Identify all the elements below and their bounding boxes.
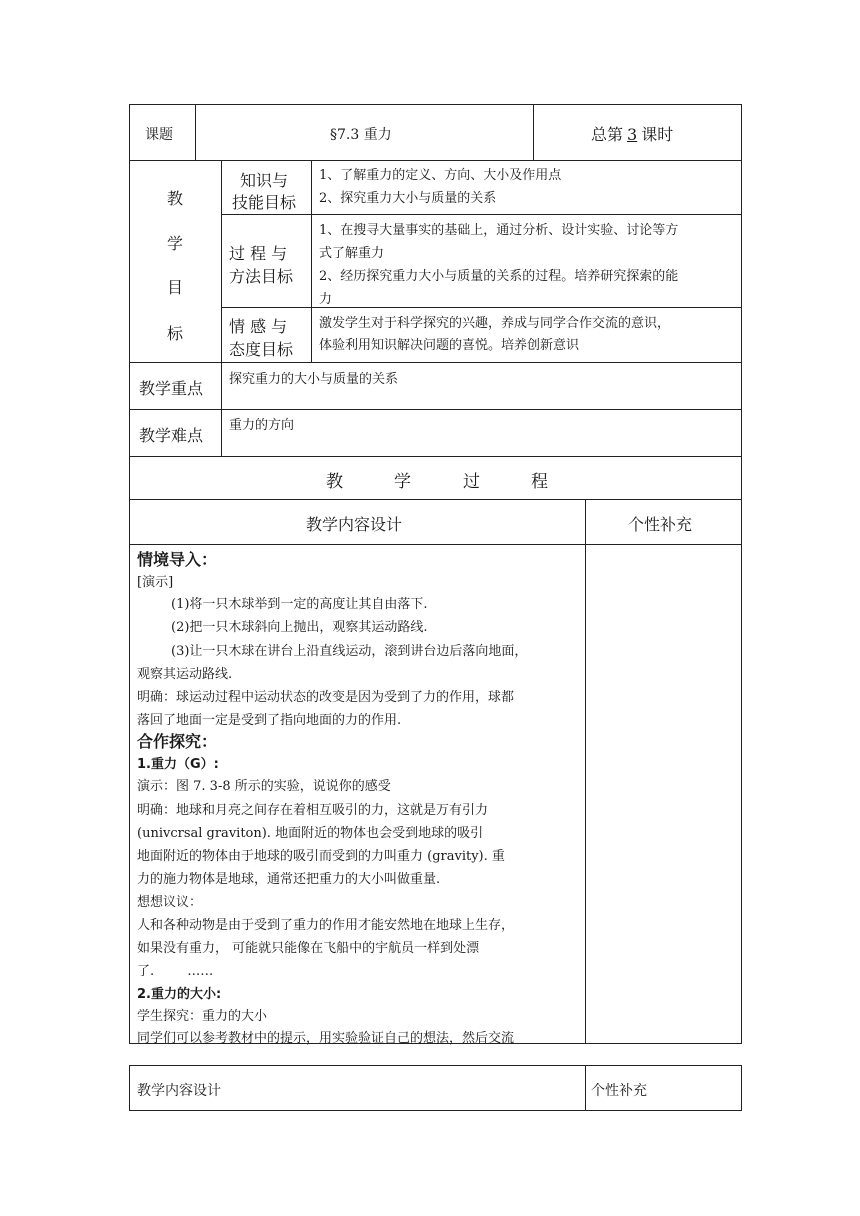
lesson-count <box>591 122 673 145</box>
process-goal-1: 1、在搜寻大量事实的基础上，通过分析、设计实验、讨论等方 <box>319 223 679 238</box>
lesson-count-suffix: 课时 <box>641 125 674 144</box>
section-1-line-8: 如果没有重力， 可能就只能像在飞船中的宇航员一样到处漂 <box>137 941 480 956</box>
attitude-label-line1: 情 感 与 <box>229 317 288 336</box>
clarify-line-1: 明确：球运动过程中运动状态的改变是因为受到了力的作用，球都 <box>137 690 515 705</box>
process-goal-2-cont: 力 <box>319 292 333 307</box>
attitude-goal-2: 体验利用知识解决问题的喜悦。培养创新意识 <box>319 338 580 353</box>
objectives-label-2: 学 <box>167 234 184 253</box>
demo-item-2: (2)把一只木球斜向上抛出，观察其运动路线. <box>171 620 428 635</box>
demo-label: [演示] <box>137 575 174 590</box>
intro-heading: 情境导入： <box>137 550 218 569</box>
footer-column-content: 教学内容设计 <box>137 1083 221 1099</box>
difficulty-value: 重力的方向 <box>229 418 295 433</box>
process-goal-2: 2、经历探究重力大小与质量的关系的过程。培养研究探索的能 <box>319 269 679 284</box>
footer-column-supplement: 个性补充 <box>591 1083 647 1099</box>
demo-item-1: (1)将一只木球举到一定的高度让其自由落下. <box>171 597 428 612</box>
demo-item-3: (3)让一只木球在讲台上沿直线运动，滚到讲台边后落向地面， <box>171 644 528 659</box>
process-header-char-3: 过 <box>463 472 480 492</box>
knowledge-label-line1: 知识与 <box>240 171 289 190</box>
lesson-count-number: 3 <box>627 125 638 144</box>
knowledge-goal-2: 2、探究重力大小与质量的关系 <box>319 191 497 206</box>
subject-label: 课题 <box>145 127 173 143</box>
process-goal-1-cont: 式了解重力 <box>319 246 385 261</box>
attitude-goal-1: 激发学生对于科学探究的兴趣，养成与同学合作交流的意识， <box>319 316 671 331</box>
column-header-supplement: 个性补充 <box>628 515 693 534</box>
section-1-end: 了. …… <box>137 964 214 979</box>
explore-heading: 合作探究： <box>137 732 218 751</box>
section-1-line-3: (univcrsal graviton). 地面附近的物体也会受到地球的吸引 <box>137 826 484 841</box>
key-point-label: 教学重点 <box>139 379 204 398</box>
section-1-line-4: 地面附近的物体由于地球的吸引而受到的力叫重力 (gravity). 重 <box>137 849 505 864</box>
knowledge-goal-1: 1、了解重力的定义、方向、大小及作用点 <box>319 168 562 183</box>
process-label-line2: 方法目标 <box>229 267 294 286</box>
section-1-line-7: 人和各种动物是由于受到了重力的作用才能安然地在地球上生存， <box>137 918 515 933</box>
knowledge-label-line2: 技能目标 <box>232 193 297 212</box>
process-label-line1: 过 程 与 <box>229 244 288 263</box>
attitude-label-line2: 态度目标 <box>229 340 294 359</box>
key-point-value: 探究重力的大小与质量的关系 <box>229 372 399 387</box>
demo-item-3-cont: 观察其运动路线. <box>137 667 233 682</box>
difficulty-label: 教学难点 <box>139 426 204 445</box>
section-1-line-5: 力的施力物体是地球，通常还把重力的大小叫做重量. <box>137 872 441 887</box>
process-header-char-1: 教 <box>326 472 343 492</box>
process-header-char-4: 程 <box>531 472 548 492</box>
section-1-heading: 1.重力（G）: <box>137 757 219 772</box>
section-1-line-6: 想想议议： <box>137 895 203 910</box>
section-2-line-1: 学生探究：重力的大小 <box>137 1009 268 1024</box>
section-2-heading: 2.重力的大小: <box>137 987 222 1002</box>
lesson-count-prefix: 总第 <box>591 125 624 144</box>
process-header-char-2: 学 <box>394 472 411 492</box>
clarify-line-2: 落回了地面一定是受到了指向地面的力的作用. <box>137 713 402 728</box>
objectives-label-4: 标 <box>167 324 184 343</box>
section-2-line-2: 同学们可以参考教材中的提示，用实验验证自己的想法，然后交流 <box>137 1031 515 1046</box>
lesson-title: §7.3 重力 <box>330 127 392 143</box>
objectives-label-3: 目 <box>167 278 184 297</box>
column-header-content: 教学内容设计 <box>306 515 403 534</box>
section-1-line-2: 明确：地球和月亮之间存在着相互吸引的力，这就是万有引力 <box>137 803 489 818</box>
objectives-label-1: 教 <box>167 189 184 208</box>
section-1-line-1: 演示：图 7. 3-8 所示的实验，说说你的感受 <box>137 779 391 794</box>
